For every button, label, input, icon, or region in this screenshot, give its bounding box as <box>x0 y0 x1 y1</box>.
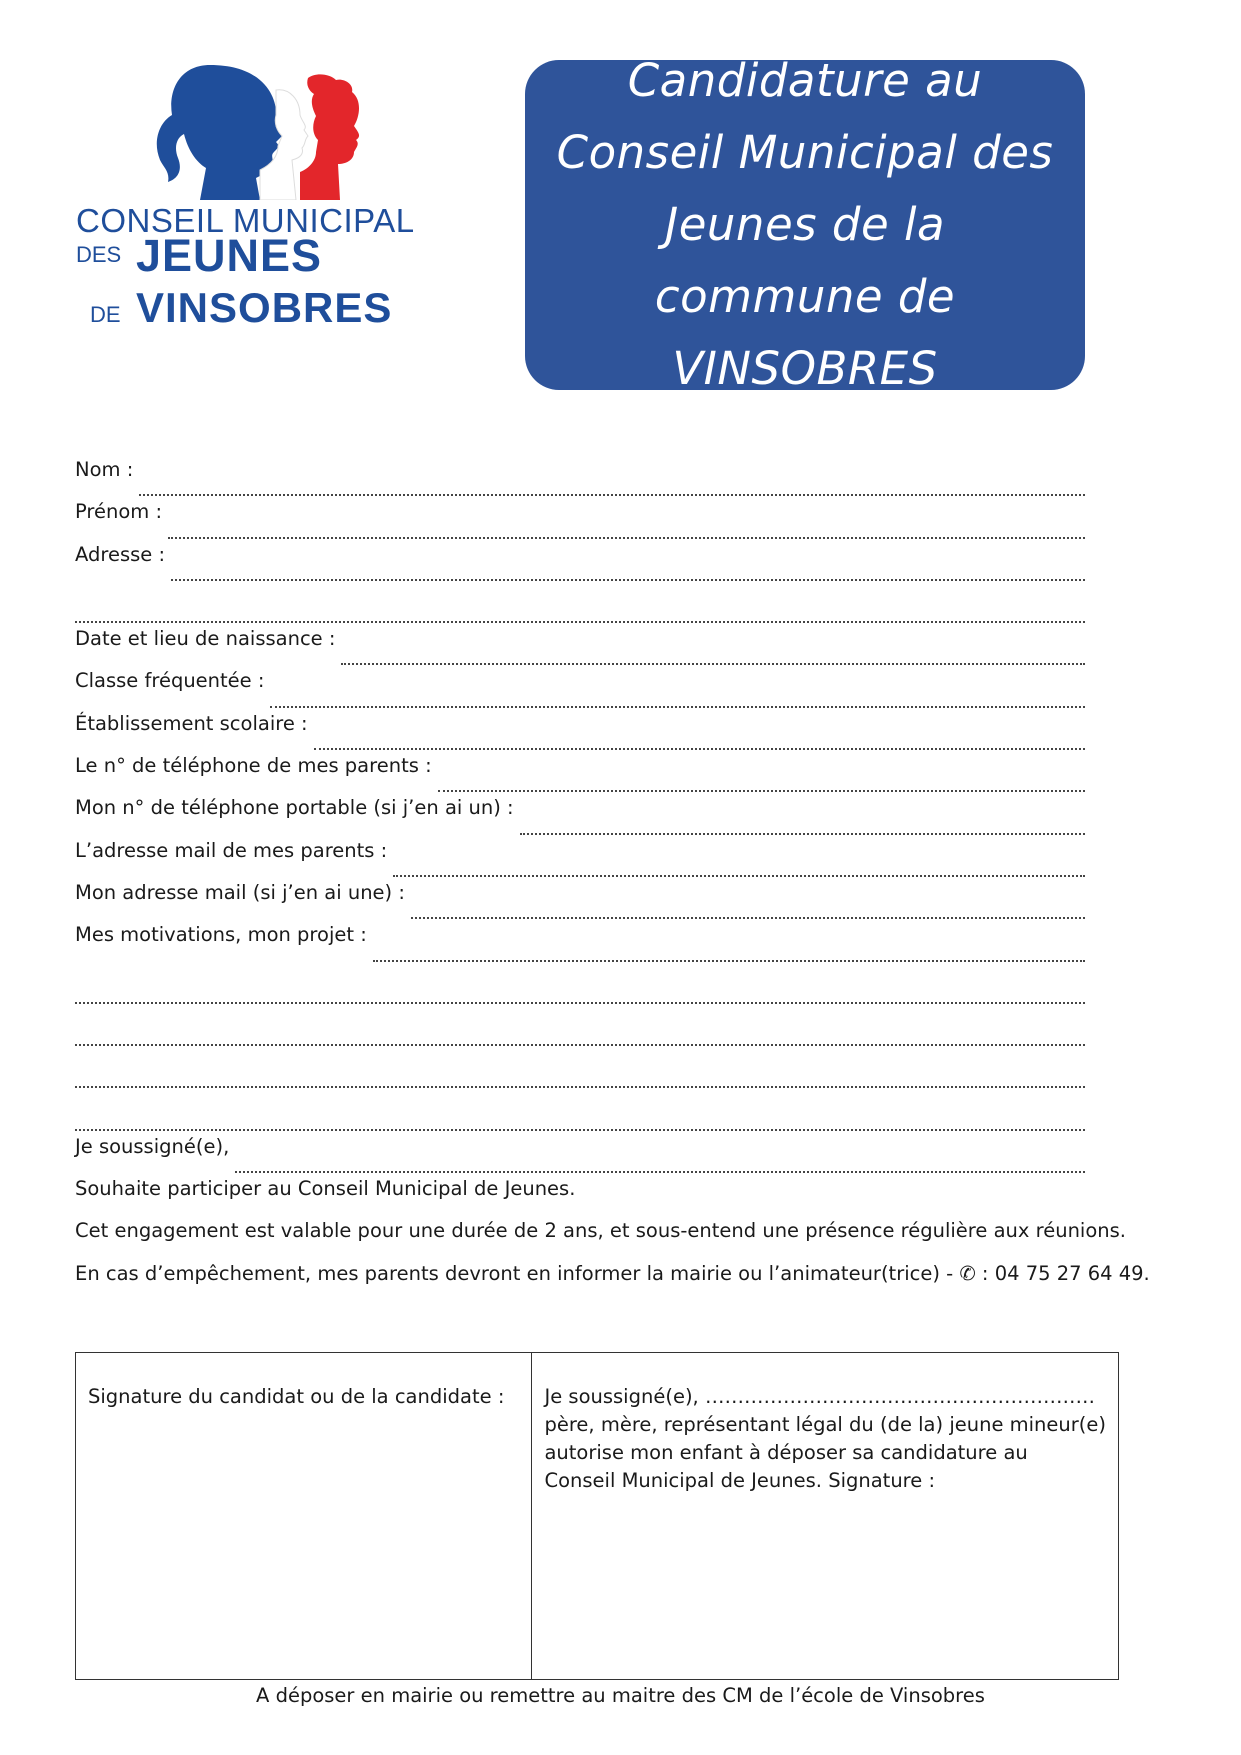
field-label: Date et lieu de naissance : <box>75 627 336 651</box>
dotted-fill-line[interactable] <box>168 536 1085 539</box>
logo-des: DES <box>76 242 122 267</box>
dotted-fill-line[interactable] <box>270 705 1085 708</box>
field-label: Le n° de téléphone de mes parents : <box>75 754 432 778</box>
dotted-fill-line[interactable] <box>75 1128 1085 1131</box>
field-label: Établissement scolaire : <box>75 711 308 735</box>
form-field-row <box>75 754 1095 796</box>
field-label: Prénom : <box>75 500 163 524</box>
candidate-signature-label: Signature du candidat ou de la candidate : <box>88 1385 505 1408</box>
field-label: Classe fréquentée : <box>75 669 265 693</box>
candidate-signature-cell[interactable] <box>76 1353 532 1679</box>
dotted-fill-line[interactable] <box>314 747 1085 750</box>
dotted-fill-line[interactable] <box>411 916 1085 919</box>
application-form <box>75 458 1150 1304</box>
form-field-row <box>75 966 1095 1008</box>
field-label: Adresse : <box>75 542 166 566</box>
dotted-fill-line[interactable] <box>373 959 1085 962</box>
logo-de: DE <box>90 302 121 327</box>
dotted-fill-line[interactable] <box>75 620 1085 623</box>
field-label: Mon n° de téléphone portable (si j’en ai un) : <box>75 796 514 820</box>
dotted-fill-line[interactable] <box>75 1001 1085 1004</box>
form-field-row <box>75 669 1095 711</box>
dotted-fill-line[interactable] <box>438 789 1085 792</box>
field-label: Mes motivations, mon projet : <box>75 923 367 947</box>
page-title: Candidature au Conseil Municipal des Jeunes de la commune de VINSOBRES <box>556 54 1054 395</box>
form-field-row <box>75 712 1095 754</box>
form-field-row <box>75 796 1095 838</box>
logo-vinsobres: VINSOBRES <box>136 284 393 331</box>
field-label: Mon adresse mail (si j’en ai une) : <box>75 880 405 904</box>
logo-jeunes: JEUNES <box>136 230 323 281</box>
form-field-row <box>75 585 1095 627</box>
dotted-fill-line[interactable] <box>75 1085 1085 1088</box>
statement-text: Cet engagement est valable pour une durée de 2 ans, et sous-entend une présence régulière aux réunions. <box>75 1219 1127 1243</box>
field-label: Je soussigné(e), <box>75 1134 230 1158</box>
field-label: L’adresse mail de mes parents : <box>75 838 388 862</box>
form-field-row <box>75 923 1095 965</box>
form-field-row <box>75 1050 1095 1092</box>
parent-line: Conseil Municipal de Jeunes. Signature : <box>544 1469 936 1492</box>
footer-note: A déposer en mairie ou remettre au maitre des CM de l’école de Vinsobres <box>256 1684 985 1707</box>
form-field-row <box>75 839 1095 881</box>
dotted-fill-line[interactable] <box>235 1170 1085 1173</box>
dotted-fill-line[interactable] <box>393 874 1085 877</box>
statement-text: En cas d’empêchement, mes parents devront en informer la mairie ou l’animateur(trice) - ✆ : 04 75 27 64 49. <box>75 1261 1150 1285</box>
field-label: Nom : <box>75 458 134 481</box>
signature-table <box>75 1352 1119 1680</box>
form-field-row <box>75 458 1095 500</box>
form-field-row <box>75 543 1095 585</box>
statement-text: Souhaite participer au Conseil Municipal de Jeunes. <box>75 1177 576 1201</box>
form-field-row <box>75 500 1095 542</box>
dotted-fill-line[interactable] <box>139 493 1085 496</box>
dotted-fill-line[interactable] <box>171 578 1085 581</box>
title-box <box>525 54 1085 395</box>
form-field-row <box>75 627 1095 669</box>
dotted-fill-line[interactable] <box>75 1043 1085 1046</box>
logo-line-conseil-municipal: CONSEIL MUNICIPAL <box>76 202 415 239</box>
parent-line: père, mère, représentant légal du (de la) jeune mineur(e) <box>544 1413 1106 1436</box>
form-field-row <box>75 1092 1095 1134</box>
profiles-icon <box>140 60 380 200</box>
dotted-fill-line[interactable] <box>520 832 1085 835</box>
form-field-row <box>75 881 1095 923</box>
parent-line: autorise mon enfant à déposer sa candidature au <box>544 1441 1028 1464</box>
dotted-fill-line[interactable] <box>341 662 1085 665</box>
parent-line: Je soussigné(e), …………………………………………………… <box>544 1385 1095 1408</box>
parent-signature-cell[interactable] <box>532 1353 1118 1679</box>
form-field-row <box>75 1135 1095 1177</box>
logo <box>70 60 430 340</box>
form-field-row <box>75 1008 1095 1050</box>
